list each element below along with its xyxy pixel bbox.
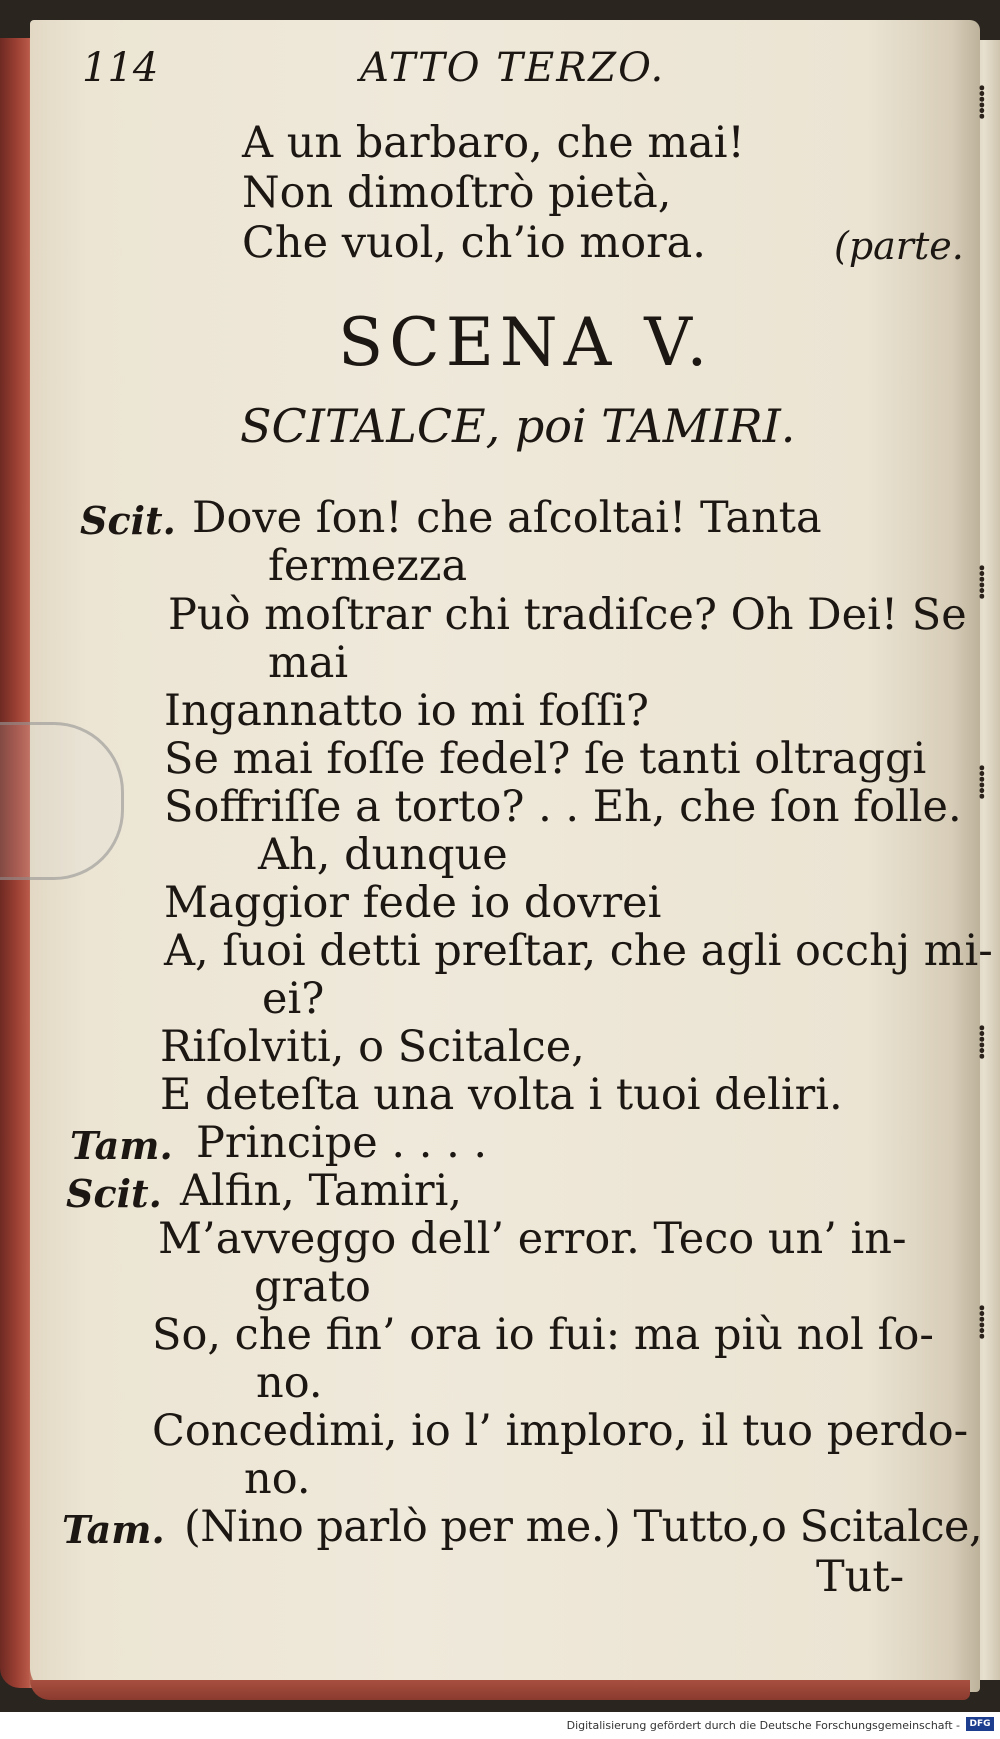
dialogue-line: Ah, dunque bbox=[258, 830, 508, 880]
stage-direction: (parte. bbox=[834, 224, 964, 268]
facing-page-mark: ⸽ bbox=[978, 85, 986, 120]
dialogue-line: no. bbox=[256, 1358, 323, 1408]
dialogue-line: Riſolviti, o Scitalce, bbox=[160, 1022, 585, 1072]
dialogue-line: fermezza bbox=[268, 541, 468, 591]
dialogue-line: (Nino parlò per me.) Tutto,o Scitalce, bbox=[184, 1502, 983, 1552]
dialogue-line: Può moſtrar chi tradiſce? Oh Dei! Se bbox=[168, 590, 967, 640]
facing-page-mark: ⸽ bbox=[978, 1025, 986, 1060]
dialogue-line: Ingannatto io mi foſſi? bbox=[164, 686, 649, 736]
dialogue-line: E deteſta una volta i tuoi deliri. bbox=[160, 1070, 843, 1120]
dialogue-line: Soffriſſe a torto? . . Eh, che ſon folle. bbox=[164, 782, 962, 832]
catchword: Tut- bbox=[816, 1552, 905, 1602]
dialogue-line: grato bbox=[254, 1262, 371, 1312]
speaker-label: Scit. bbox=[80, 498, 176, 543]
facing-page-mark: ⸽ bbox=[978, 1305, 986, 1340]
dialogue-line: Concedimi, io l’ imploro, il tuo perdo- bbox=[152, 1406, 969, 1456]
verse-line: A un barbaro, che mai! bbox=[242, 118, 745, 168]
dialogue-line: Se mai foſſe fedel? ſe tanti oltraggi bbox=[164, 734, 927, 784]
dialogue-line: A, ſuoi detti preſtar, che agli occhj mi- bbox=[164, 926, 993, 976]
facing-page-mark: ⸽ bbox=[978, 765, 986, 800]
page-holder-clip bbox=[0, 722, 124, 880]
dialogue-line: ei? bbox=[262, 974, 325, 1024]
verse-line: Che vuol, ch’io mora. bbox=[242, 218, 706, 268]
page-number: 114 bbox=[82, 45, 159, 91]
dialogue-line: M’avveggo dell’ error. Teco un’ in- bbox=[158, 1214, 907, 1264]
facing-page-mark: ⸽ bbox=[978, 565, 986, 600]
digitization-footer bbox=[0, 1712, 1000, 1739]
dialogue-line: mai bbox=[268, 638, 349, 688]
dialogue-line: Alfin, Tamiri, bbox=[180, 1166, 462, 1216]
speaker-label: Scit. bbox=[66, 1171, 162, 1216]
speaker-label: Tam. bbox=[62, 1507, 165, 1552]
running-title: ATTO TERZO. bbox=[360, 45, 666, 91]
dialogue-line: Dove ſon! che aſcoltai! Tanta bbox=[192, 493, 822, 543]
footer-text: Digitalisierung gefördert durch die Deutsche Forschungsgemeinschaft - bbox=[566, 1719, 960, 1732]
bottom-page-edge bbox=[30, 1680, 970, 1700]
dfg-logo: DFG bbox=[966, 1717, 994, 1731]
dialogue-line: Principe . . . . bbox=[196, 1118, 488, 1168]
dialogue-line: no. bbox=[244, 1454, 311, 1504]
scene-characters: SCITALCE, poi TAMIRI. bbox=[240, 399, 796, 453]
dialogue-line: Maggior fede io dovrei bbox=[164, 878, 662, 928]
verse-line: Non dimoſtrò pietà, bbox=[242, 168, 672, 218]
scene-title: SCENA V. bbox=[338, 304, 714, 381]
speaker-label: Tam. bbox=[70, 1123, 173, 1168]
dialogue-line: So, che fin’ ora io fui: ma più nol ſo- bbox=[152, 1310, 934, 1360]
